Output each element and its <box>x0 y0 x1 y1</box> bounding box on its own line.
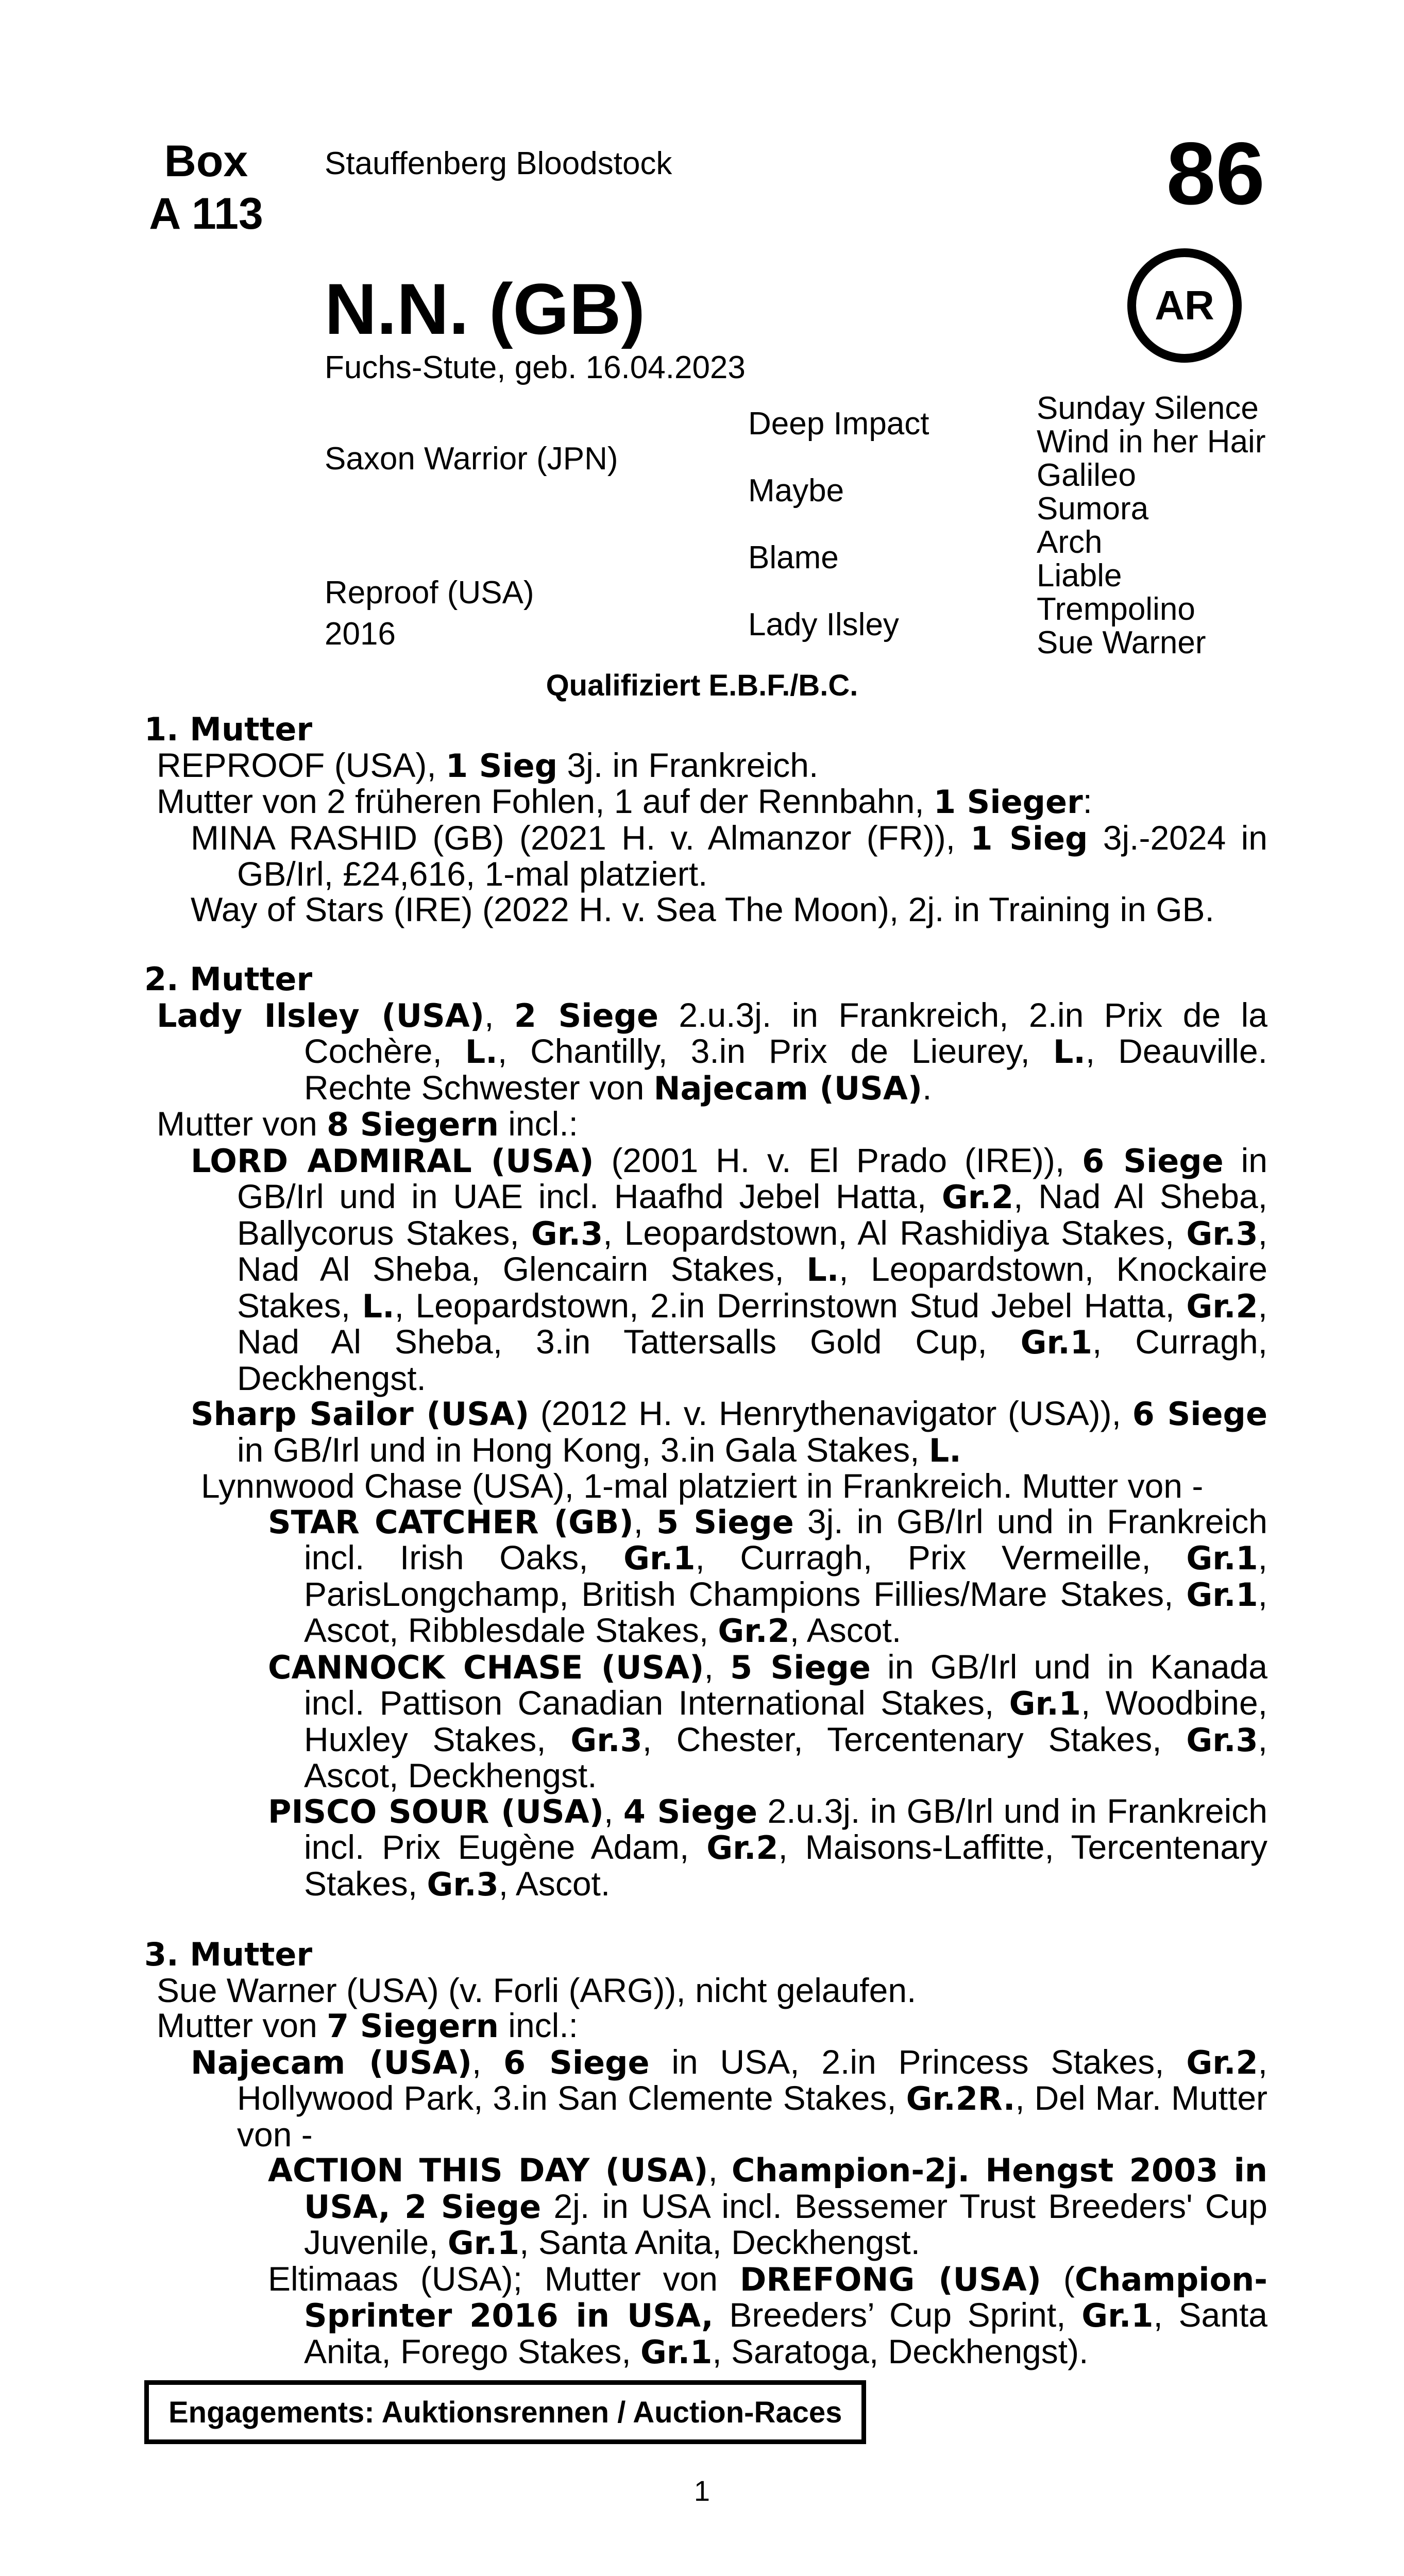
catalogue-body <box>144 712 1267 2370</box>
pedigree-grandparent: Maybe <box>748 473 844 509</box>
pedigree-great-grandparent: Sunday Silence <box>1037 391 1259 426</box>
lot-number: 86 <box>1166 124 1265 223</box>
paragraph: Mutter von 8 Siegern incl.: <box>157 1105 579 1143</box>
paragraph: Lady Ilsley (USA), 2 Siege 2.u.3j. in Frankreich, 2.in Prix de la Cochère, L., Chantilly, 3.in Prix de Lieurey, L., Deauville. Rechte Schwester von Najecam (USA). <box>157 995 1267 1107</box>
engagements-text: Engagements: Auktionsrennen / Auction-Races <box>168 2395 842 2429</box>
pedigree-dam-year: 2016 <box>325 616 396 652</box>
paragraph: Najecam (USA), 6 Siege in USA, 2.in Princess Stakes, Gr.2, Hollywood Park, 3.in San Clemente Stakes, Gr.2R., Del Mar. Mutter von - <box>191 2042 1267 2154</box>
ar-badge <box>1127 248 1242 363</box>
section-heading-second-dam: 2. Mutter <box>144 960 313 998</box>
paragraph: MINA RASHID (GB) (2021 H. v. Almanzor (FR)), 1 Sieg 3j.-2024 in GB/Irl, £24,616, 1-mal platziert. <box>191 818 1267 893</box>
page-number: 1 <box>693 2475 711 2507</box>
paragraph: Sue Warner (USA) (v. Forli (ARG)), nicht gelaufen. <box>157 1971 917 2009</box>
box-label <box>139 135 273 240</box>
paragraph: CANNOCK CHASE (USA), 5 Siege in GB/Irl und in Kanada incl. Pattison Canadian International Stakes, Gr.1, Woodbine, Huxley Stakes, Gr.3, Chester, Tercentenary Stakes, Gr.3, Ascot, Deckhengst. <box>268 1647 1267 1794</box>
pedigree-great-grandparent: Galileo <box>1037 457 1136 493</box>
horse-name: N.N. (GB) <box>325 268 646 349</box>
pedigree-great-grandparent: Sue Warner <box>1037 625 1206 660</box>
pedigree-grandparent: Blame <box>748 540 839 575</box>
paragraph: REPROOF (USA), 1 Sieg 3j. in Frankreich. <box>157 745 819 785</box>
consignor: Stauffenberg Bloodstock <box>325 146 672 181</box>
paragraph: Sharp Sailor (USA) (2012 H. v. Henrythenavigator (USA)), 6 Siege in GB/Irl und in Hong Kong, 3.in Gala Stakes, L. <box>191 1394 1267 1469</box>
pedigree-sire: Saxon Warrior (JPN) <box>325 441 618 477</box>
qualification: Qualifiziert E.B.F./B.C. <box>546 669 858 702</box>
pedigree-grandparent: Deep Impact <box>748 406 929 442</box>
pedigree-great-grandparent: Wind in her Hair <box>1037 424 1266 460</box>
pedigree-dam: Reproof (USA) <box>325 575 534 611</box>
section-heading-first-dam: 1. Mutter <box>144 710 313 748</box>
pedigree-grandparent: Lady Ilsley <box>748 607 899 642</box>
pedigree-great-grandparent: Arch <box>1037 524 1103 560</box>
paragraph: Mutter von 7 Siegern incl.: <box>157 2006 579 2045</box>
paragraph: ACTION THIS DAY (USA), Champion-2j. Hengst 2003 in USA, 2 Siege 2j. in USA incl. Bessemer Trust Breeders' Cup Juvenile, Gr.1, Santa Anita, Deckhengst. <box>268 2150 1267 2262</box>
pedigree-great-grandparent: Liable <box>1037 558 1122 594</box>
engagements-box <box>144 2380 866 2444</box>
pedigree-great-grandparent: Trempolino <box>1037 591 1195 627</box>
paragraph: Way of Stars (IRE) (2022 H. v. Sea The Moon), 2j. in Training in GB. <box>191 890 1214 928</box>
section-heading-third-dam: 3. Mutter <box>144 1936 313 1973</box>
box-label-text: Box <box>164 137 248 186</box>
box-number: A 113 <box>149 189 263 239</box>
horse-description: Fuchs-Stute, geb. 16.04.2023 <box>325 350 746 385</box>
pedigree-great-grandparent: Sumora <box>1037 491 1149 527</box>
paragraph: Lynnwood Chase (USA), 1-mal platziert in Frankreich. Mutter von - <box>201 1467 1204 1505</box>
paragraph: Eltimaas (USA); Mutter von DREFONG (USA) (Champion-Sprinter 2016 in USA, Breeders’ Cup Sprint, Gr.1, Santa Anita, Forego Stakes, Gr.1, Saratoga, Deckhengst). <box>268 2259 1267 2371</box>
paragraph: Mutter von 2 früheren Fohlen, 1 auf der Rennbahn, 1 Sieger: <box>157 782 1092 821</box>
paragraph: STAR CATCHER (GB), 5 Siege 3j. in GB/Irl und in Frankreich incl. Irish Oaks, Gr.1, Curragh, Prix Vermeille, Gr.1, ParisLongchamp, British Champions Fillies/Mare Stakes, Gr.1, Ascot, Ribblesdale Stakes, Gr.2, Ascot. <box>268 1502 1267 1650</box>
ar-badge-text: AR <box>1155 282 1214 328</box>
paragraph: LORD ADMIRAL (USA) (2001 H. v. El Prado (IRE)), 6 Siege in GB/Irl und in UAE incl. Haafhd Jebel Hatta, Gr.2, Nad Al Sheba, Ballycorus Stakes, Gr.3, Leopardstown, Al Rashidiya Stakes, Gr.3, Nad Al Sheba, Glencairn Stakes, L., Leopardstown, Knockaire Stakes, L., Leopardstown, 2.in Derrinstown Stud Jebel Hatta, Gr.2, Nad Al Sheba, 3.in Tattersalls Gold Cup, Gr.1, Curragh, Deckhengst. <box>191 1141 1268 1397</box>
paragraph: PISCO SOUR (USA), 4 Siege 2.u.3j. in GB/Irl und in Frankreich incl. Prix Eugène Adam, Gr.2, Maisons-Laffitte, Tercentenary Stakes, Gr.3, Ascot. <box>268 1791 1267 1903</box>
